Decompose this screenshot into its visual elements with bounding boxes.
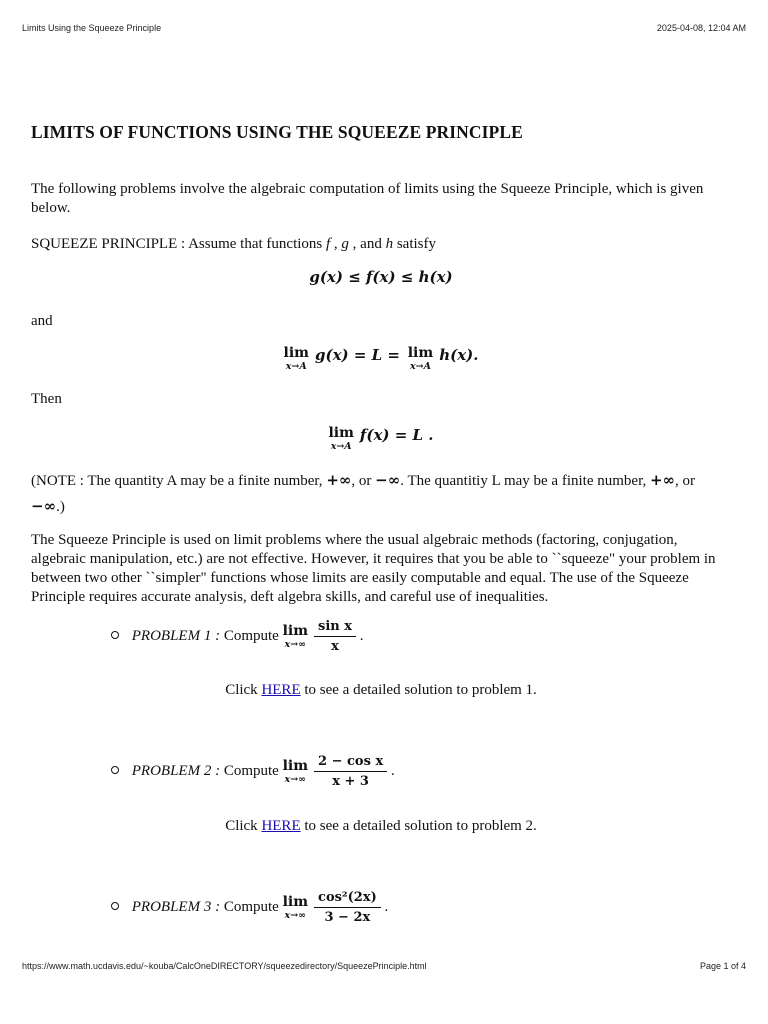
- then-word: Then: [31, 391, 62, 407]
- compute-text: Compute: [223, 627, 279, 644]
- lim-operator: lim x→A: [328, 425, 354, 452]
- fraction: [314, 890, 381, 925]
- and-text: , and: [352, 236, 382, 252]
- click-text: Click: [225, 818, 258, 834]
- bullet-icon: [111, 902, 119, 910]
- var-g: g: [341, 236, 349, 252]
- squeeze-principle-statement: SQUEEZE PRINCIPLE : Assume that functions f , g , and h satisfy: [31, 236, 437, 252]
- solution-2-link[interactable]: HERE: [261, 818, 301, 834]
- and-word: and: [31, 313, 53, 329]
- click-suffix-text: to see a detailed solution to problem 2.: [304, 818, 537, 834]
- fraction-numerator: sin x: [314, 619, 356, 637]
- limit-h-expression: h(x).: [439, 346, 479, 364]
- compute-text: Compute: [223, 762, 279, 779]
- intro-paragraph: The following problems involve the algebraic computation of limits using the Squeeze Principle, which is given below.: [31, 181, 704, 216]
- note-text: or: [682, 473, 696, 489]
- note-text: ,: [675, 473, 679, 489]
- fraction-denominator: x + 3: [332, 774, 369, 789]
- note-text: (NOTE : The quantity A may be a finite number,: [31, 473, 323, 489]
- lim-operator: lim x→A: [407, 345, 434, 372]
- satisfy-text: satisfy: [396, 236, 437, 252]
- problem-label: PROBLEM 1 :: [131, 627, 221, 644]
- var-h: h: [385, 236, 394, 252]
- lim-operator: lim x→A: [283, 345, 309, 372]
- click-suffix-text: to see a detailed solution to problem 1.: [304, 682, 537, 698]
- print-page-title: Limits Using the Squeeze Principle: [22, 23, 162, 33]
- fraction: [314, 754, 387, 789]
- note-text: . The quantitiy L may be a finite number,: [400, 473, 647, 489]
- bullet-icon: [111, 766, 119, 774]
- bullet-icon: [111, 631, 119, 639]
- squeeze-label: SQUEEZE PRINCIPLE : Assume that functions: [31, 236, 323, 252]
- page-url: https://www.math.ucdavis.edu/~kouba/CalcOneDIRECTORY/squeezedirectory/SqueezePrinciple.html: [22, 961, 427, 971]
- problem-3: PROBLEM 3 : Compute lim x→∞ $\frac{\text{cos²(2x)}}{3 - 2x}$ .: [111, 890, 388, 925]
- print-footer: [22, 961, 746, 971]
- limit-g-expression: g(x) = L =: [315, 346, 400, 364]
- note-text: .): [56, 499, 65, 515]
- problem-2: PROBLEM 2 : Compute lim x→∞ $\frac{\text{2 − cos x}}{x + 3}$ .: [111, 754, 395, 789]
- fraction: [314, 619, 356, 654]
- compute-text: Compute: [223, 898, 279, 915]
- fraction-numerator: cos²(2x): [314, 890, 381, 908]
- problem-label: PROBLEM 2 :: [131, 762, 221, 779]
- print-datetime: 2025-04-08, 12:04 AM: [656, 23, 746, 33]
- lim-operator: lim x→∞: [282, 893, 309, 921]
- fraction-numerator: 2 − cos x: [314, 754, 387, 772]
- inequality-formula: g(x) ≤ f(x) ≤ h(x): [309, 268, 453, 286]
- click-text: Click: [225, 682, 258, 698]
- fraction-denominator: x: [331, 639, 339, 654]
- var-f: f: [326, 236, 331, 252]
- minus-infinity: −∞: [31, 497, 57, 515]
- note-text: , or: [351, 473, 372, 489]
- note-paragraph: [31, 468, 731, 520]
- minus-infinity: −∞: [375, 471, 401, 489]
- fraction-denominator: 3 − 2x: [324, 910, 371, 925]
- problem-label: PROBLEM 3 :: [131, 898, 221, 915]
- limit-gh-display: [31, 346, 731, 372]
- lim-operator: lim x→∞: [282, 757, 309, 785]
- description-paragraph: The Squeeze Principle is used on limit problems where the usual algebraic methods (factoring, conjugation, algebraic manipulation, etc.) are not effective. However, it requires that you be able to ``squeeze" your problem in between two other ``simpler" functions whose limits are easily computable and equal. The use of the Squeeze Principle requires accurate analysis, deft algebra skills, and careful use of inequalities.: [31, 532, 716, 605]
- page-heading: LIMITS OF FUNCTIONS USING THE SQUEEZE PRINCIPLE: [31, 122, 523, 142]
- limit-f-expression: f(x) = L .: [359, 426, 434, 444]
- solution-link-row-1: [31, 682, 731, 699]
- lim-operator: lim x→∞: [282, 622, 309, 650]
- plus-infinity: +∞: [649, 471, 676, 489]
- page-number: Page 1 of 4: [699, 961, 746, 971]
- problem-1: PROBLEM 1 : Compute lim x→∞ $\frac{\text{sin x}}{x}$ .: [111, 619, 364, 654]
- limit-f-display: [31, 426, 731, 452]
- print-header: [22, 23, 746, 33]
- solution-1-link[interactable]: HERE: [261, 682, 301, 698]
- inequality-display: [31, 268, 731, 287]
- solution-link-row-2: [31, 818, 731, 835]
- plus-infinity: +∞: [326, 471, 352, 489]
